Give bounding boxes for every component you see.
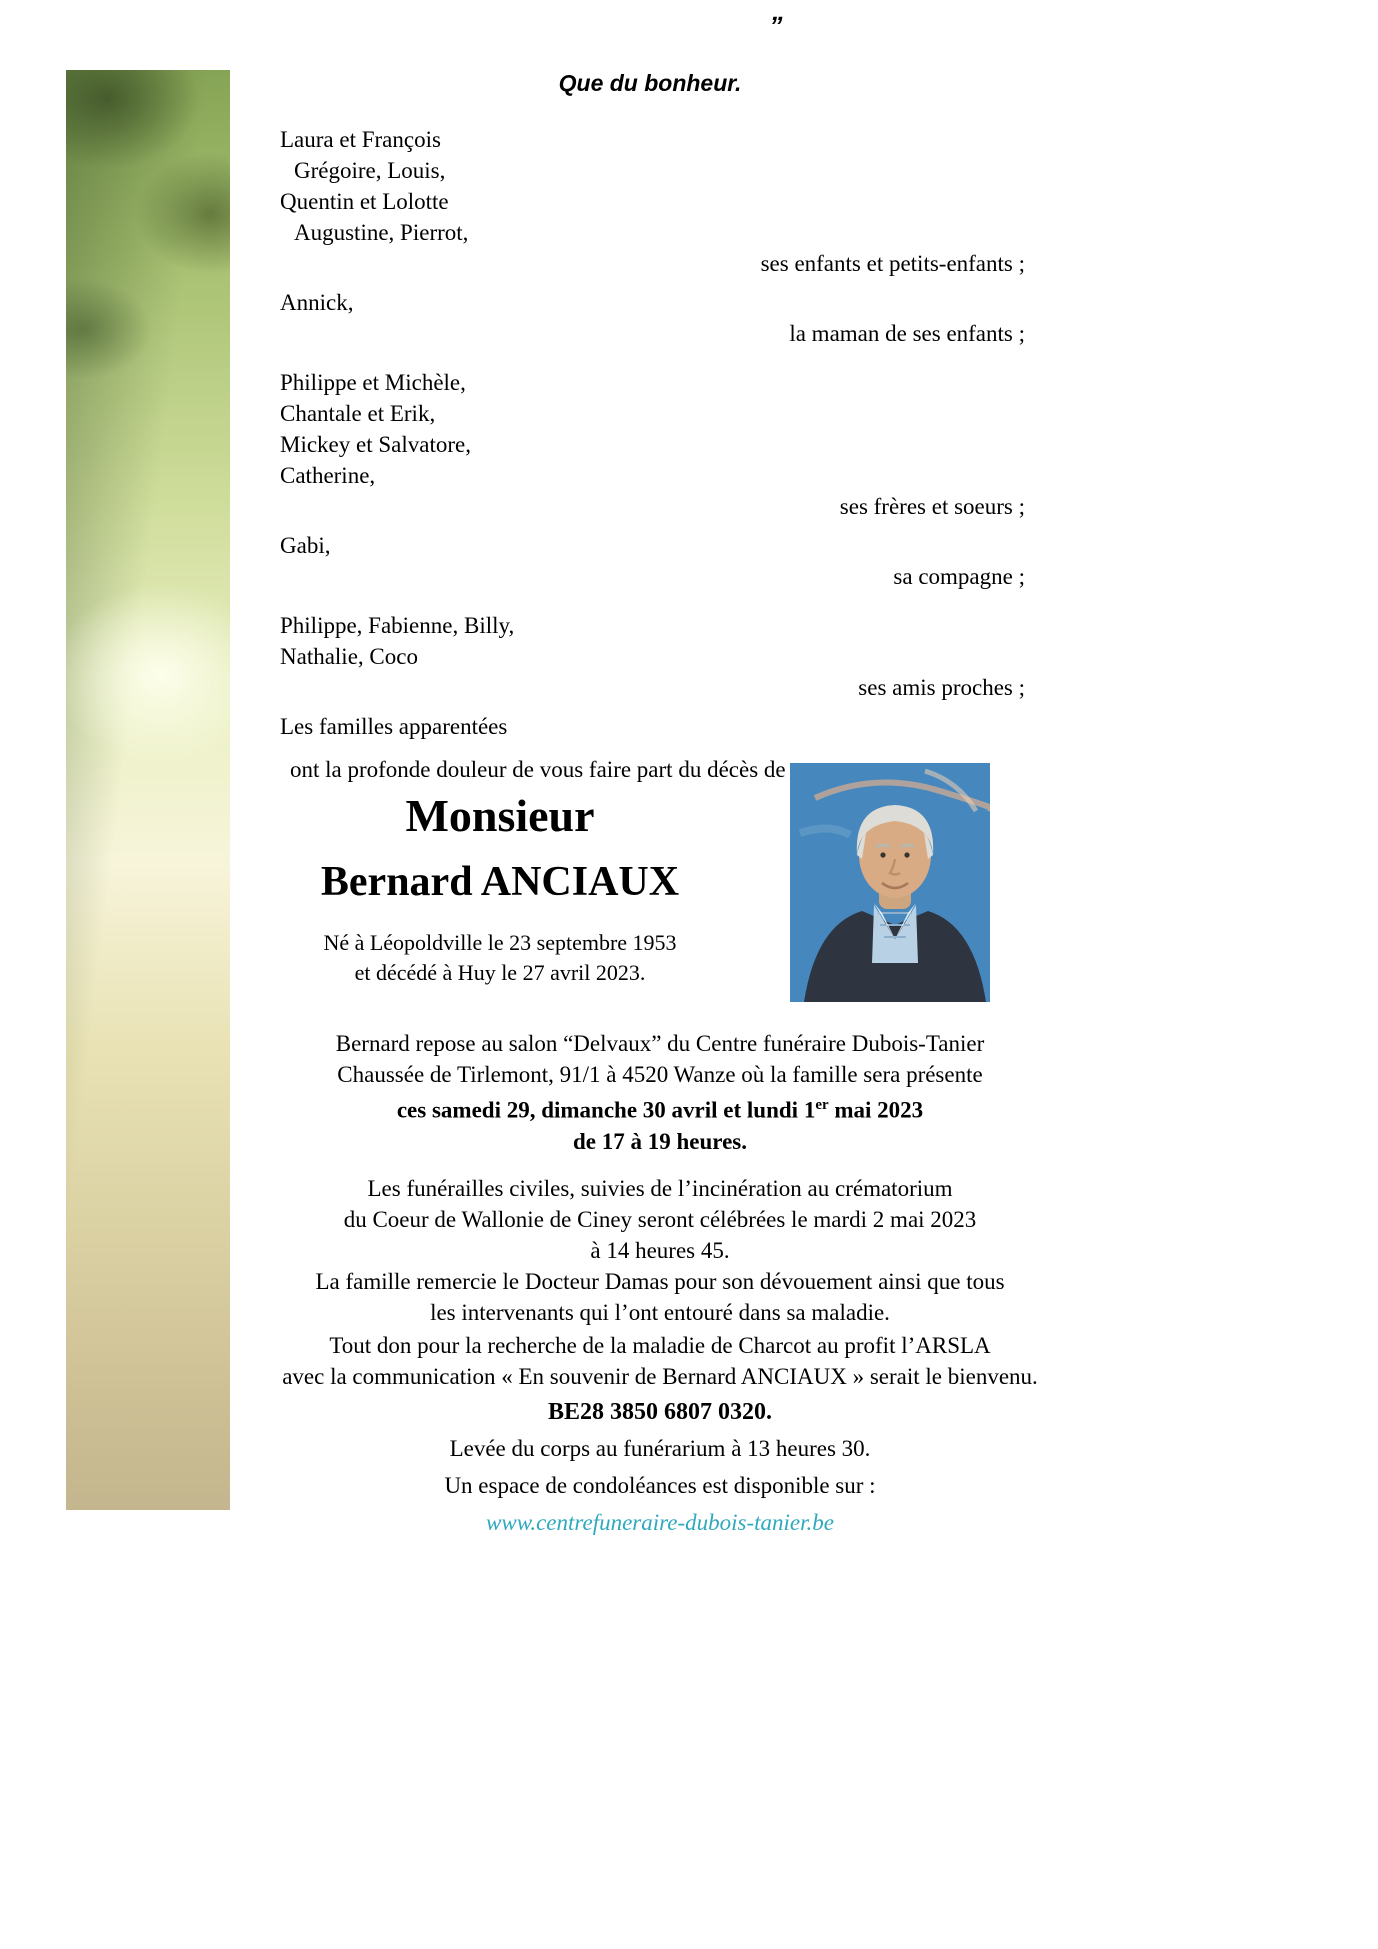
family-name-line: Gabi, — [280, 533, 331, 558]
relation-label-mother: la maman de ses enfants ; — [789, 321, 1025, 346]
deceased-section — [230, 788, 770, 988]
family-name-line: Augustine, Pierrot, — [294, 220, 469, 245]
presence-hours-line: de 17 à 19 heures. — [573, 1128, 747, 1154]
portrait-illustration — [790, 763, 990, 1002]
announcement-line: ont la profonde douleur de vous faire part du décès de — [290, 757, 786, 782]
thanks-line: La famille remercie le Docteur Damas pour son dévouement ainsi que tous — [315, 1268, 1005, 1294]
thanks-line: les intervenants qui l’ont entouré dans sa maladie. — [430, 1299, 890, 1325]
levee-line: Levée du corps au funérarium à 13 heures 30. — [449, 1435, 871, 1461]
family-name-line: Philippe et Michèle, — [280, 370, 466, 395]
family-name-line: Laura et François — [280, 127, 441, 152]
family-name-line: Grégoire, Louis, — [294, 158, 446, 183]
presence-dates-text: mai 2023 — [828, 1097, 924, 1123]
funeral-line: à 14 heures 45. — [590, 1237, 730, 1263]
announcement-details — [0, 1028, 1320, 1540]
relation-label-friends: ses amis proches ; — [858, 675, 1025, 700]
family-section — [280, 124, 1025, 785]
donation-line: Tout don pour la recherche de la maladie de Charcot au profit l’ARSLA — [329, 1332, 991, 1358]
ordinal-superscript: er — [815, 1097, 829, 1113]
donation-paragraph — [0, 1330, 1320, 1392]
family-name-line: Annick, — [280, 290, 354, 315]
birth-line: Né à Léopoldville le 23 septembre 1953 — [323, 930, 677, 955]
family-name-line: Catherine, — [280, 463, 376, 488]
funeral-paragraph — [0, 1173, 1320, 1266]
presence-dates-text: ces samedi 29, dimanche 30 avril et lundi 1 — [396, 1097, 816, 1123]
portrait-photo — [790, 763, 990, 1002]
repose-line: Bernard repose au salon “Delvaux” du Centre funéraire Dubois-Tanier — [335, 1031, 985, 1056]
relation-label-partner: sa compagne ; — [893, 564, 1025, 589]
family-name-line: Mickey et Salvatore, — [280, 432, 471, 457]
motto-text: Que du bonheur. — [558, 70, 742, 96]
donation-line: avec la communication « En souvenir de Bernard ANCIAUX » serait le bienvenu. — [282, 1363, 1038, 1389]
thanks-paragraph — [0, 1266, 1320, 1328]
funeral-line: Les funérailles civiles, suivies de l’incinération au crématorium — [367, 1175, 953, 1201]
funeral-line: du Coeur de Wallonie de Ciney seront célébrées le mardi 2 mai 2023 — [343, 1206, 977, 1232]
death-line: et décédé à Huy le 27 avril 2023. — [354, 960, 646, 985]
family-name-line: Nathalie, Coco — [280, 644, 418, 669]
family-name-line: Chantale et Erik, — [280, 401, 436, 426]
website-link[interactable]: www.centrefuneraire-dubois-tanier.be — [486, 1509, 834, 1535]
repose-paragraph — [0, 1028, 1320, 1157]
condolences-line: Un espace de condoléances est disponible sur : — [444, 1472, 876, 1498]
relation-label-children: ses enfants et petits-enfants ; — [760, 251, 1025, 276]
bank-account-number: BE28 3850 6807 0320. — [547, 1398, 772, 1425]
family-name-line: Philippe, Fabienne, Billy, — [280, 613, 515, 638]
deceased-name: Bernard ANCIAUX — [320, 859, 680, 905]
deceased-title: Monsieur — [405, 790, 595, 841]
family-name-line: Quentin et Lolotte — [280, 189, 449, 214]
repose-line: Chaussée de Tirlemont, 91/1 à 4520 Wanze où la famille sera présente — [337, 1062, 983, 1087]
presence-dates-line — [0, 1090, 1320, 1126]
relation-label-siblings: ses frères et soeurs ; — [839, 494, 1025, 519]
corner-quote-mark: „ — [772, 0, 785, 26]
related-families-line: Les familles apparentées — [280, 714, 508, 739]
